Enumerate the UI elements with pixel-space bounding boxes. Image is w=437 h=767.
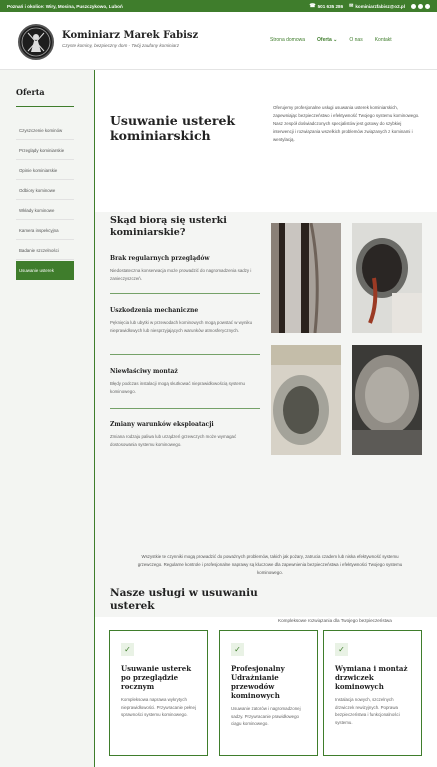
divider: [110, 293, 260, 294]
chimney-sweep-logo-icon: [20, 26, 52, 58]
cause-text: Pęknięcia lub ubytki w przewodach kominowych mogą powstać w wyniku nieprawidłowych lub niesprzyjających warunków atmosferycznych.: [110, 320, 253, 333]
check-icon: ✓: [231, 643, 244, 656]
service-area: Poznań i okolice: Wiry, Mosina, Puszczykowo, Luboń: [7, 3, 123, 9]
social-links: [411, 4, 430, 9]
nav-about[interactable]: O nas: [349, 37, 363, 43]
nav-contact[interactable]: Kontakt: [374, 37, 392, 43]
photo-soot-pipe: [271, 345, 341, 455]
causes-title: Skąd biorą się usterki kominiarskie?: [110, 215, 227, 238]
check-icon: ✓: [335, 643, 348, 656]
check-icon: ✓: [121, 643, 134, 656]
sidebar: [0, 70, 94, 767]
mail-icon: ✉: [349, 2, 354, 9]
photo-pipe-opening: [352, 223, 422, 333]
brand-name[interactable]: Kominiarz Marek Fabisz: [62, 30, 199, 41]
facebook-icon[interactable]: [411, 4, 416, 9]
services-title: Nasze usługi w usuwaniu usterek: [110, 587, 258, 612]
sidebar-item-chimney-cleaning[interactable]: Czyszczenie kominów: [16, 121, 74, 140]
brand-tagline: Czyste kominy, bezpieczny dom - Twój zaufany kominiarz: [62, 43, 180, 48]
top-contact: [309, 4, 430, 9]
top-bar: [0, 0, 437, 12]
cause-title: Brak regularnych przeglądów: [110, 255, 210, 262]
service-card-text: Kompleksowa naprawa wykrytych nieprawidłowości. Przywracanie pełnej sprawności systemu kominowego.: [121, 697, 196, 717]
sidebar-divider: [16, 106, 74, 107]
main-nav: [270, 37, 392, 43]
email-link[interactable]: [349, 4, 405, 9]
phone-link[interactable]: [309, 4, 343, 9]
cause-item: [110, 368, 260, 395]
chevron-down-icon: ⌄: [333, 37, 338, 43]
main-content: [95, 70, 437, 767]
site-header: [0, 12, 437, 70]
divider: [110, 408, 260, 409]
service-card[interactable]: [323, 630, 422, 756]
sidebar-item-acceptance[interactable]: Odbiory kominowe: [16, 181, 74, 200]
service-card-title: Usuwanie usterek po przeglądzie rocznym: [121, 664, 192, 691]
nav-offer[interactable]: [317, 37, 337, 43]
sidebar-item-opinions[interactable]: Opinie kominiarskie: [16, 161, 74, 180]
sidebar-item-liners[interactable]: Wkłady kominowe: [16, 201, 74, 220]
sidebar-item-inspections[interactable]: Przeglądy kominiarskie: [16, 141, 74, 160]
nav-offer-label: Oferta: [317, 37, 332, 43]
cause-item: [110, 421, 260, 448]
sidebar-item-camera[interactable]: Kamera inspekcyjna: [16, 221, 74, 240]
divider: [110, 354, 260, 355]
service-card-text: Usuwanie zatorów i nagromadzonej sadzy. Przywracanie prawidłowego ciągu kominowego.: [231, 706, 301, 726]
photo-duct: [352, 345, 422, 455]
instagram-icon[interactable]: [418, 4, 423, 9]
cause-title: Uszkodzenia mechaniczne: [110, 307, 199, 314]
cause-title: Zmiany warunków eksploatacji: [110, 421, 214, 428]
email-address: kominiarzfabisz@o2.pl: [355, 3, 405, 9]
whatsapp-icon[interactable]: [425, 4, 430, 9]
sidebar-item-tightness[interactable]: Badanie szczelności: [16, 241, 74, 260]
photo-chimney-interior: [271, 223, 341, 333]
page-title: Usuwanie usterek kominiarskich: [110, 113, 236, 143]
hero-description: Oferujemy profesjonalne usługi usuwania usterek kominiarskich, zapewniając bezpieczeństwo i efektywność Twojego systemu kominowego. Nasz zespół doświadczonych specjalistów jest gotowy do szybkiej interwencji i rozwiązania wszelkich problemów związanych z kominami i wentylacją.: [273, 105, 420, 142]
logo[interactable]: [18, 24, 54, 60]
causes-summary: Wszystkie te czynniki mogą prowadzić do poważnych problemów, takich jak pożary, zatrucia czadem lub niska efektywność systemu grzewczego. Regularne kontrole i profesjonalne naprawy są kluczowe dla zapewnienia bezpieczeństwa i efektywności Twojego systemu kominowego.: [137, 554, 403, 575]
cause-text: Niedostateczna konserwacja może prowadzić do nagromadzenia sadzy i zanieczyszczeń.: [110, 268, 252, 281]
cause-item: [110, 307, 260, 334]
service-card[interactable]: [109, 630, 208, 756]
nav-home[interactable]: Strona domowa: [270, 37, 306, 43]
sidebar-item-repairs[interactable]: Usuwanie usterek: [16, 261, 74, 280]
service-card-title: Wymiana i montaż drzwiczek kominowych: [335, 664, 408, 691]
cause-text: Zmiana rodzaju paliwa lub urządzeń grzewczych może wymagać dostosowania systemu kominowego.: [110, 434, 237, 447]
service-card-title: Profesjonalny Udrażnianie przewodów kominowych: [231, 664, 285, 700]
phone-number: 501 635 286: [317, 3, 344, 9]
service-card-text: Instalacja nowych, szczelnych drzwiczek rewizyjnych. Poprawa bezpieczeństwa i funkcjonalności systemu.: [335, 697, 400, 725]
services-subtitle: Kompleksowe rozwiązania dla Twojego bezpieczeństwa: [278, 618, 392, 623]
cause-item: [110, 255, 260, 282]
cause-title: Niewłaściwy montaż: [110, 368, 178, 375]
cause-text: Błędy podczas instalacji mogą skutkować nieprawidłowością systemu kominowego.: [110, 381, 245, 394]
service-card[interactable]: [219, 630, 318, 756]
sidebar-title: Oferta: [16, 87, 45, 97]
phone-icon: ☎: [309, 2, 316, 9]
